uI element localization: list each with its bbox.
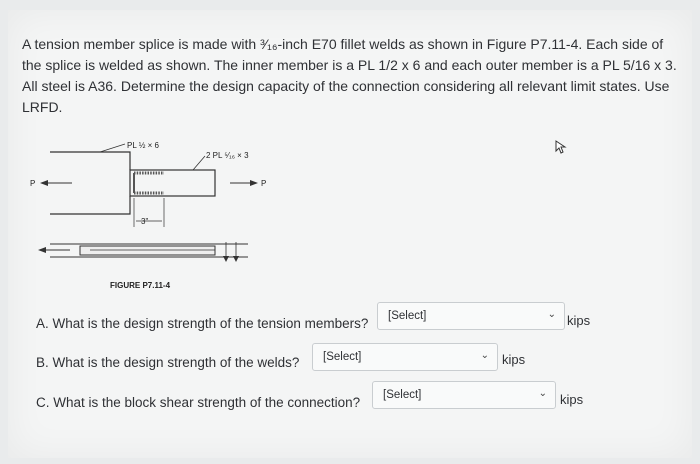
figure-p7-11-4 xyxy=(30,132,330,297)
answer-a-select[interactable] xyxy=(377,302,565,330)
edge-view-plates xyxy=(80,246,215,255)
outer-plate-label: 2 PL ⁵⁄₁₆ × 3 xyxy=(206,151,249,160)
weld-length-dimension: 3" xyxy=(141,217,149,226)
mouse-cursor-icon xyxy=(555,140,567,159)
answer-a-unit: kips xyxy=(567,313,591,328)
chevron-down-icon: ⌄ xyxy=(480,350,489,361)
splice-diagram xyxy=(30,132,330,297)
answer-a-selected-value: [Select] xyxy=(388,310,427,322)
answer-b-select[interactable] xyxy=(312,343,498,371)
question-b: B. What is the design strength of the welds? xyxy=(36,355,300,370)
problem-statement: A tension member splice is made with ³⁄₁₆-inch E70 fillet welds as shown in Figure P7.11-4. Each side of the splice is welded as shown. The inner member is a PL 1/2 x 6 and each outer member is a PL 5/16 x 3. All steel is A36. Determine the design capacity of the connection considering all relevant limit states. Use LRFD. xyxy=(22,36,677,115)
answer-b-selected-value: [Select] xyxy=(323,351,362,363)
answer-c-select[interactable] xyxy=(372,381,556,409)
figure-caption: FIGURE P7.11-4 xyxy=(110,281,171,290)
inner-plate-label: PL ½ × 6 xyxy=(127,141,159,150)
load-left-label: P xyxy=(30,179,36,188)
answer-c-selected-value: [Select] xyxy=(383,389,422,401)
inner-plate-top-edge xyxy=(50,152,130,170)
load-right-label: P xyxy=(261,179,267,188)
answer-c-unit: kips xyxy=(560,392,584,407)
chevron-down-icon: ⌄ xyxy=(538,388,547,399)
answer-b-unit: kips xyxy=(502,352,526,367)
inner-plate-bottom-edge xyxy=(50,196,130,214)
question-a: A. What is the design strength of the tension members? xyxy=(36,316,369,331)
question-c: C. What is the block shear strength of the connection? xyxy=(36,395,361,410)
chevron-down-icon: ⌄ xyxy=(547,309,556,320)
